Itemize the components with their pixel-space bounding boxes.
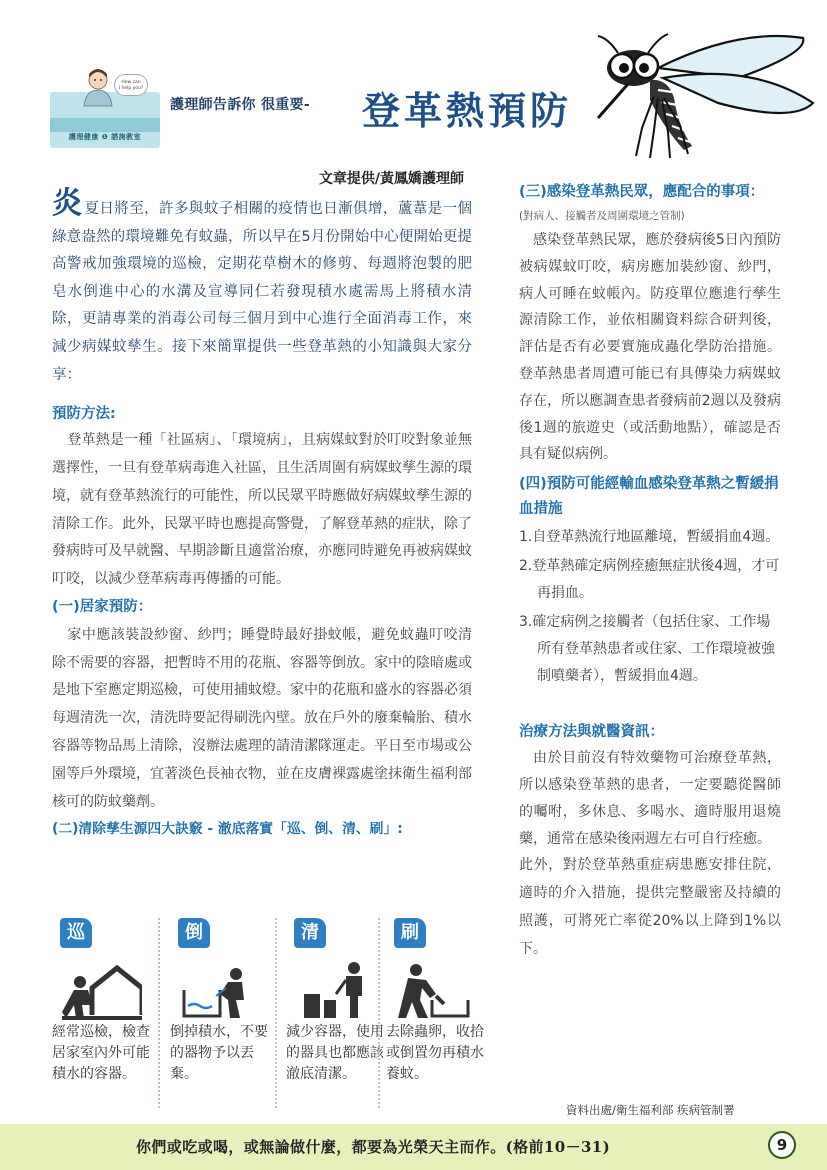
tip-divider	[275, 918, 277, 1108]
tip-clean	[286, 918, 384, 1118]
intro-paragraph	[52, 186, 473, 389]
byline: 文章提供/黃鳳嬌護理師	[318, 171, 464, 187]
tip-divider	[378, 918, 380, 1108]
treatment-text-1: 由於目前沒有特效藥物可治療登革熱，所以感染登革熱的患者，一定要聽從醫師的囑咐，多休息、多喝水、適時服用退燒藥，通常在感染後兩週左右可自行痊癒。	[519, 750, 781, 847]
page-title: 登革熱預防	[362, 89, 573, 133]
blood-title: (四)預防可能經輸血感染登革熱之暫緩捐血措施	[519, 476, 779, 518]
list-item: 2.登革熱確定病例痊癒無症狀後4週，才可再捐血。	[519, 558, 780, 602]
prevention-title: 預防方法:	[52, 406, 116, 423]
home-prevention-text: 家中應該裝設紗窗、紗門；睡覺時最好掛蚊帳，避免蚊蟲叮咬清除不需要的容器，把暫時不用的花瓶、容器等倒放。家中的陰暗處或是地下室應定期巡檢，可使用捕蚊燈。家中的花瓶和盛水的容器必須每週清洗一次，清洗時要記得刷洗內壁。放在戶外的廢棄輪胎、積水容器等物品馬上清除，沒辦法處理的請清潔隊運走。平日至市場或公園等戶外環境，宜著淡色長袖衣物，並在皮膚裸露處塗抹衛生福利部核可的防蚊藥劑。	[52, 626, 472, 810]
tip-drain	[170, 918, 268, 1118]
page-number: 9	[768, 1131, 796, 1159]
prevention-text: 登革熱是一種「社區病」、「環境病」，且病媒蚊對於叮咬對象並無選擇性，一旦有登革病毒進入社區，且生活周圍有病媒蚊孳生源的環境，就有登革熱流行的可能性，所以民眾平時應做好病媒蚊孳生源的清除工作。此外，民眾平時也應提高警覺，了解登革熱的症狀，除了發病時可及早就醫、早期診斷且適當治療，亦應同時避免再被病媒蚊叮咬，以減少登革病毒再傳播的可能。	[52, 432, 472, 588]
nurse-icon	[78, 66, 118, 122]
list-item: 1.自登革熱流行地區離境，暫緩捐血4週。	[519, 529, 780, 546]
header-tagline: 護理師告訴你 很重要-	[170, 97, 310, 113]
footer	[0, 1124, 827, 1170]
four-tips	[52, 918, 484, 1118]
speech-bubble	[114, 74, 148, 96]
tip-inspect	[52, 918, 150, 1118]
footer-verse: 你們或吃或喝，或無論做什麼，都要為光榮天主而作。(格前10－31)	[136, 1138, 611, 1156]
tip-text: 經常巡檢，檢查居家室內外可能積水的容器。	[52, 1024, 150, 1082]
list-item: 3.確定病例之接觸者（包括住家、工作場所有登革熱患者或住家、工作環境被強制噴藥者），暫緩捐血4週。	[519, 614, 775, 685]
blood-list	[519, 524, 781, 690]
mosquito-icon	[588, 8, 827, 158]
source-credit: 資料出處/衛生福利部 疾病管制署	[566, 1103, 735, 1117]
home-prevention-title: (一)居家預防：	[52, 598, 153, 615]
badge-caption: 護理健康 ❶ 諮詢教室	[68, 133, 142, 141]
tip-text: 去除蟲卵，收拾或倒置勿再積水養蚊。	[386, 1024, 484, 1082]
treatment-title: 治療方法與就醫資訊：	[519, 724, 664, 741]
infected-text: 感染登革熱民眾，應於發病後5日內預防被病媒蚊叮咬，病房應加裝紗窗、紗門，病人可睡在蚊帳內。防疫單位應進行孳生源清除工作，並依相關資料綜合研判後，評估是否有必要實施成蟲化學防治措施。登革熱患者周遭可能已有具傳染力病媒蚊存在，所以應調查患者發病前2週以及發病後1週的旅遊史（或活動地點），確認是否具有疑似病例。	[519, 232, 781, 463]
speech-line-2: I help you?	[118, 85, 144, 91]
tip-badge: 刷	[394, 918, 426, 948]
infected-note: (對病人、接觸者及周圍環境之管制)	[519, 210, 685, 222]
speech-line-1: How can	[121, 80, 141, 85]
intro-text: 夏日將至，許多與蚊子相關的疫情也日漸俱增，蘆葦是一個綠意盎然的環境難免有蚊蟲，所以早在5月份開始中心便開始更提高警戒加強環境的巡檢，定期花草樹木的修剪、每週將泡製的肥皂水倒進中心的水溝及宣導同仁若發現積水處需馬上將積水清除，更請專業的消毒公司每三個月到中心進行全面消毒工作，來減少病媒蚊孳生。接下來簡單提供一些登革熱的小知識與大家分享：	[52, 201, 473, 383]
tip-text: 減少容器，使用的器具也都應該澈底清潔。	[286, 1024, 384, 1082]
four-steps-title: (二)清除孳生源四大訣竅 - 澈底落實「巡、倒、清、刷」:	[52, 821, 403, 838]
tip-badge: 巡	[60, 918, 92, 948]
infected-title: (三)感染登革熱民眾，應配合的事項：	[519, 184, 765, 200]
clean-container-icon	[296, 960, 376, 1020]
drain-water-icon	[180, 960, 260, 1020]
tip-scrub	[386, 918, 484, 1118]
right-column	[519, 180, 781, 964]
drop-cap: 炎	[52, 186, 83, 221]
scrub-container-icon	[396, 960, 476, 1020]
tip-divider	[158, 918, 160, 1108]
treatment-text-2: 此外，對於登革熱重症病患應安排住院，適時的介入措施，提供完整嚴密及持續的照護，可將死亡率從20%以上降到1%以下。	[519, 857, 781, 957]
tip-badge: 倒	[178, 918, 210, 948]
tip-text: 倒掉積水，不要的器物予以丟棄。	[170, 1024, 268, 1082]
tip-badge: 清	[294, 918, 326, 948]
left-column	[52, 168, 472, 844]
inspect-house-icon	[62, 960, 142, 1020]
